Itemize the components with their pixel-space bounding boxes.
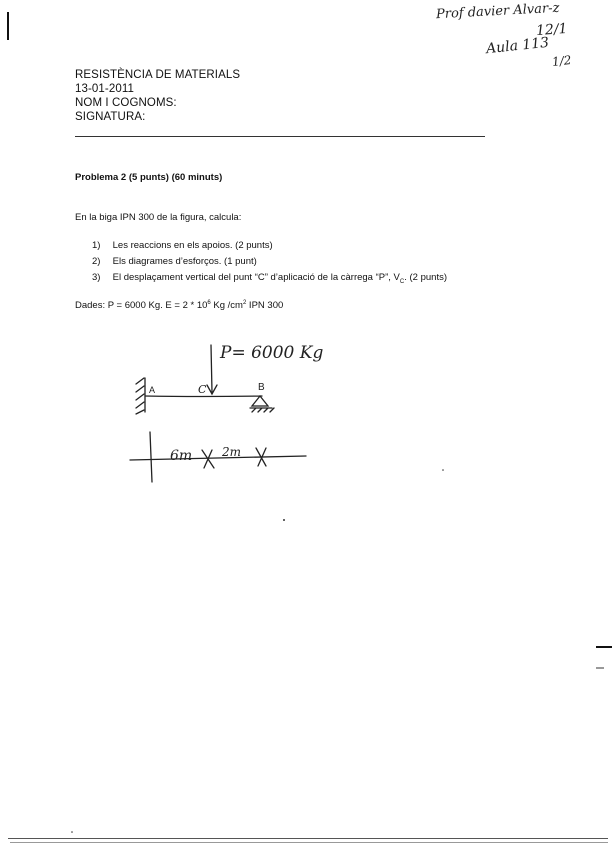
load-arrow-shaft xyxy=(211,345,212,392)
data-exponent-2: 2 xyxy=(242,300,247,306)
exam-date: 13-01-2011 xyxy=(75,83,134,95)
scan-dot xyxy=(442,469,444,471)
point-c-label: C xyxy=(198,383,207,396)
support-a-hatch xyxy=(136,378,144,414)
handwritten-note-line4: 1/2 xyxy=(551,53,572,69)
problem-intro: En la biga IPN 300 de la figura, calcula: xyxy=(75,212,242,223)
dimension-line xyxy=(130,456,306,460)
question-text: Les reaccions en els apoios. (2 punts) xyxy=(112,240,273,251)
question-number: 2) xyxy=(92,256,101,267)
name-label: NOM I COGNOMS: xyxy=(75,97,177,109)
handwritten-note-line2: 12/1 xyxy=(535,20,568,40)
handwritten-note-line1: Prof davier Alvar-z xyxy=(435,0,560,23)
data-units: Kg /cm xyxy=(210,300,243,312)
dimension-tick-a xyxy=(150,432,152,482)
support-b-triangle xyxy=(252,396,268,406)
point-a-label: A xyxy=(149,385,156,395)
scan-bottom-edge-2 xyxy=(10,842,608,843)
data-prefix: Dades: P = 6000 Kg. E = 2 * 10 xyxy=(75,300,208,312)
scan-dot xyxy=(71,831,73,833)
dimension-1-label: 6m xyxy=(170,448,193,464)
dimension-2-label: 2m xyxy=(222,445,242,459)
question-text: El desplaçament vertical del punt “C” d’aplicació de la càrrega “P”, V xyxy=(112,272,400,283)
scan-bottom-edge xyxy=(8,838,608,839)
handwritten-note-line3: Aula 113 xyxy=(485,34,550,58)
signature-label: SIGNATURA: xyxy=(75,111,146,123)
data-section: IPN 300 xyxy=(246,300,284,312)
question-number: 3) xyxy=(92,272,101,283)
question-text: Els diagrames d’esforços. (1 punt) xyxy=(112,256,257,267)
question-number: 1) xyxy=(92,240,101,251)
subject-title: RESISTÈNCIA DE MATERIALS xyxy=(75,69,241,81)
question-subscript: C xyxy=(399,278,405,285)
beam-line xyxy=(145,396,262,397)
question-tail: . (2 punts) xyxy=(404,272,448,283)
problem-title: Problema 2 (5 punts) (60 minuts) xyxy=(75,172,223,183)
dimension-tick-c xyxy=(202,450,214,468)
scan-dot xyxy=(283,519,285,521)
load-label: P= 6000 Kg xyxy=(220,343,324,363)
data-exponent: 6 xyxy=(207,300,211,306)
support-b-hatch xyxy=(250,408,274,412)
point-b-label: B xyxy=(258,382,265,393)
